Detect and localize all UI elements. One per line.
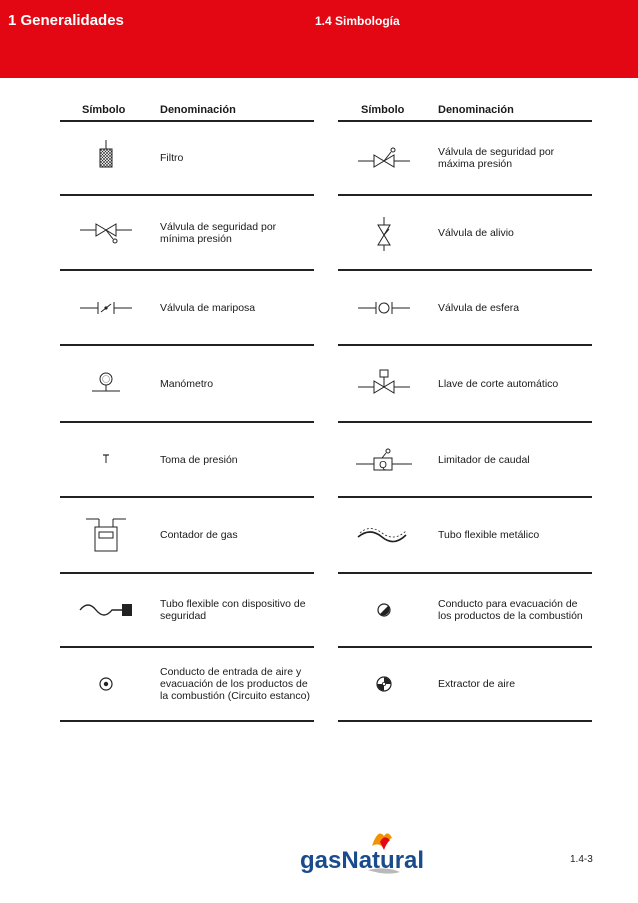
row-label: Toma de presión [160, 453, 238, 466]
table-header [338, 98, 592, 122]
flow-limiter-label: Q [379, 459, 387, 471]
automatic-shutoff-valve-icon [338, 346, 430, 421]
row-label: Tubo flexible metálico [438, 529, 540, 541]
table-row [338, 271, 592, 346]
table-row [338, 648, 592, 722]
page-header [0, 0, 638, 78]
column-header-symbol: Símbolo [361, 104, 405, 116]
row-label: Conducto de entrada de aire y evacuación de los productos de la combustión (Circuito estanco) [160, 666, 310, 702]
row-label: Válvula de seguridad por mínima presión [160, 220, 277, 245]
table-row [338, 122, 592, 196]
section-title: 1.4 Simbología [315, 14, 400, 28]
row-label: Contador de gas [160, 529, 238, 541]
filter-icon [60, 122, 152, 194]
table-row [60, 423, 314, 498]
table-row [60, 122, 314, 196]
ball-valve-icon [338, 271, 430, 344]
row-label: Limitador de caudal [438, 453, 530, 466]
flexible-tube-safety-device-icon [60, 574, 152, 646]
table-row [338, 498, 592, 574]
table-row [338, 423, 592, 498]
column-header-name: Denominación [160, 104, 236, 116]
table-header [60, 98, 314, 122]
table-row [338, 196, 592, 271]
table-row [338, 574, 592, 648]
pressure-gauge-icon [60, 346, 152, 421]
table-row [60, 574, 314, 648]
max-pressure-safety-valve-icon [338, 122, 430, 194]
min-pressure-safety-valve-icon [60, 196, 152, 269]
logo-text: gasNatural [300, 847, 425, 874]
flow-limiter-icon [338, 423, 430, 496]
column-header-symbol: Símbolo [82, 104, 126, 116]
relief-valve-icon [338, 196, 430, 269]
air-extractor-icon [338, 648, 430, 720]
column-header-name: Denominación [438, 104, 514, 116]
row-label: Tubo flexible con dispositivo de seguridad [160, 598, 306, 622]
pressure-tap-icon [60, 423, 152, 496]
table-row [60, 271, 314, 346]
metal-flexible-tube-icon [338, 498, 430, 572]
table-row [60, 346, 314, 423]
row-label: Válvula de esfera [438, 301, 520, 314]
gas-natural-logo [298, 826, 428, 878]
exhaust-duct-icon [338, 574, 430, 646]
row-label: Manómetro [160, 377, 214, 390]
row-label: Válvula de alivio [438, 226, 514, 239]
butterfly-valve-icon [60, 271, 152, 344]
row-label: Conducto para evacuación de los productos de la combustión [438, 598, 583, 622]
row-label: Llave de corte automático [438, 377, 559, 390]
symbol-table-right [338, 98, 592, 722]
page-number: 1.4-3 [570, 854, 593, 865]
chapter-title: 1 Generalidades [8, 12, 124, 29]
table-row [338, 346, 592, 423]
symbol-table-left [60, 98, 314, 722]
table-row [60, 498, 314, 574]
air-intake-duct-icon [60, 648, 152, 720]
gas-meter-icon [60, 498, 152, 572]
row-label: Extractor de aire [438, 678, 516, 690]
row-label: Filtro [160, 152, 184, 164]
row-label: Válvula de seguridad por máxima presión [438, 146, 555, 170]
row-label: Válvula de mariposa [160, 301, 256, 314]
table-row [60, 648, 314, 722]
table-row [60, 196, 314, 271]
